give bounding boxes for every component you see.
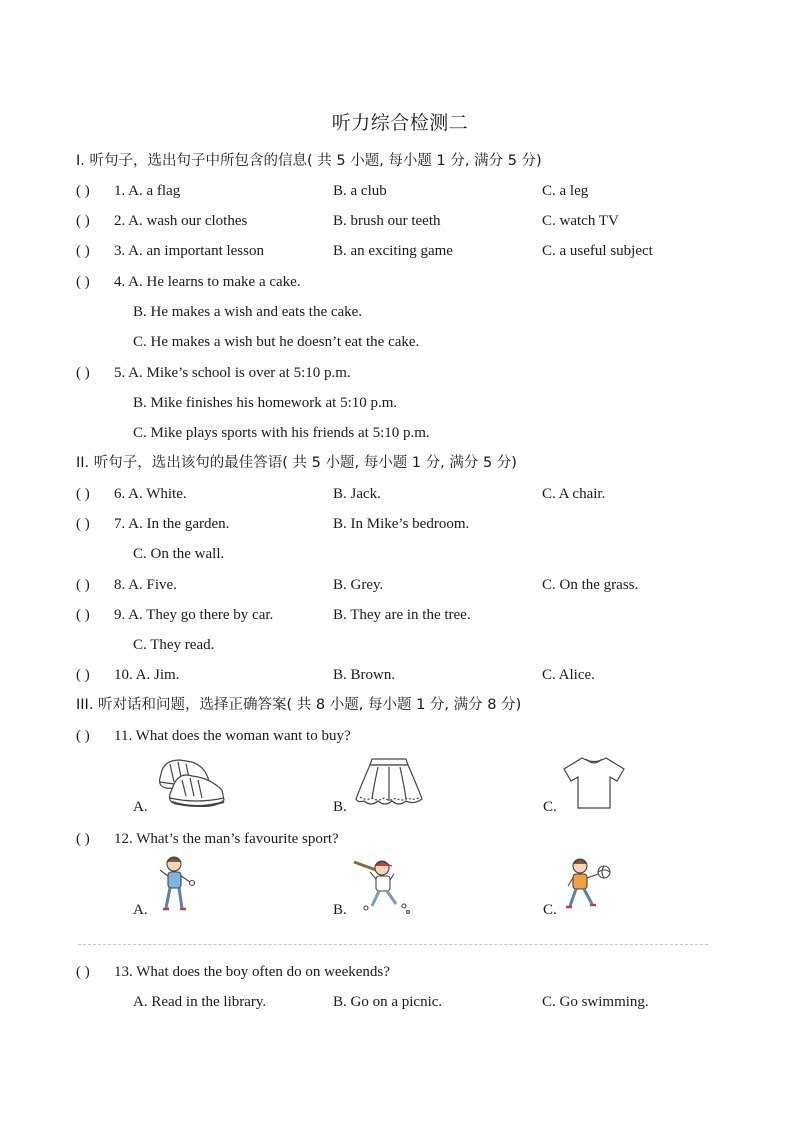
q6-option-a: 6. A. White.: [114, 486, 187, 502]
q9-option-c: C. They read.: [133, 637, 215, 653]
q9-option-a: 9. A. They go there by car.: [114, 607, 274, 623]
question-11: [76, 725, 351, 747]
question-10: [76, 664, 716, 686]
q1-option-a: 1. A. a flag: [114, 183, 181, 199]
q11-option-b: B.: [333, 799, 347, 815]
q10-option-c: C. Alice.: [542, 667, 595, 683]
question-4: [76, 271, 301, 293]
q7-option-c: C. On the wall.: [133, 546, 225, 562]
q12-question: 12. What’s the man’s favourite sport?: [114, 831, 339, 847]
q8-option-b: B. Grey.: [333, 577, 384, 593]
question-13: [76, 961, 390, 983]
answer-paren: ( ) 9. A. They go there by car.: [76, 607, 274, 623]
skirt-icon: [354, 755, 424, 809]
question-5: [76, 362, 351, 384]
q2-option-c: C. watch TV: [542, 213, 619, 229]
q10-option-a: 10. A. Jim.: [114, 667, 180, 683]
q1-option-b: B. a club: [333, 183, 387, 199]
section-3-heading: III. 听对话和问题，选择正确答案( 共 8 小题, 每小题 1 分, 满分 8 分): [76, 697, 522, 713]
q7-option-a: 7. A. In the garden.: [114, 516, 230, 532]
question-6: [76, 483, 716, 505]
answer-paren: ( ): [76, 831, 90, 847]
answer-paren: ( ) 6. A. White.: [76, 486, 187, 502]
question-2: [76, 210, 716, 232]
answer-paren: ( ): [76, 728, 90, 744]
q10-option-b: B. Brown.: [333, 667, 396, 683]
question-8: [76, 574, 716, 596]
baseball-player-icon: [352, 854, 414, 916]
q5-option-a: 5. A. Mike’s school is over at 5:10 p.m.: [114, 365, 351, 381]
q2-option-a: 2. A. wash our clothes: [114, 213, 248, 229]
q6-option-c: C. A chair.: [542, 486, 606, 502]
boy-throwing-icon: [156, 854, 196, 916]
q5-option-c: C. Mike plays sports with his friends at 5:10 p.m.: [133, 425, 430, 441]
answer-paren: ( ) 3. A. an important lesson: [76, 243, 264, 259]
q13-option-c: C. Go swimming.: [542, 994, 649, 1010]
answer-paren: ( ): [76, 365, 90, 381]
question-7: [76, 513, 716, 535]
section-1-heading: I. 听句子，选出句子中所包含的信息( 共 5 小题, 每小题 1 分, 满分 5 分): [76, 153, 542, 169]
answer-paren: ( ) 10. A. Jim.: [76, 667, 180, 683]
q4-option-a: 4. A. He learns to make a cake.: [114, 274, 301, 290]
question-1: [76, 180, 716, 202]
answer-paren: ( ) 2. A. wash our clothes: [76, 213, 248, 229]
q8-option-c: C. On the grass.: [542, 577, 639, 593]
answer-paren: ( ) 8. A. Five.: [76, 577, 177, 593]
q3-option-c: C. a useful subject: [542, 243, 653, 259]
answer-paren: ( ): [76, 964, 90, 980]
q11-question: 11. What does the woman want to buy?: [114, 728, 351, 744]
q13-options: [133, 991, 733, 1013]
question-12: [76, 828, 339, 850]
q3-option-a: 3. A. an important lesson: [114, 243, 264, 259]
q4-option-b: B. He makes a wish and eats the cake.: [133, 304, 363, 320]
volleyball-player-icon: [562, 854, 612, 916]
q12-option-b: B.: [333, 902, 347, 918]
q7-option-b: B. In Mike’s bedroom.: [333, 516, 470, 532]
q12-option-c: C.: [543, 902, 557, 918]
q1-option-c: C. a leg: [542, 183, 589, 199]
q11-option-c: C.: [543, 799, 557, 815]
q13-question: 13. What does the boy often do on weekends?: [114, 964, 390, 980]
sneakers-icon: [152, 752, 228, 812]
page-divider: [78, 944, 708, 945]
q2-option-b: B. brush our teeth: [333, 213, 441, 229]
q13-option-a: A. Read in the library.: [133, 994, 267, 1010]
q8-option-a: 8. A. Five.: [114, 577, 177, 593]
q3-option-b: B. an exciting game: [333, 243, 453, 259]
tshirt-icon: [562, 755, 626, 811]
answer-paren: ( ): [76, 274, 90, 290]
q9-option-b: B. They are in the tree.: [333, 607, 471, 623]
q12-option-a: A.: [133, 902, 148, 918]
question-3: [76, 240, 716, 262]
answer-paren: ( ) 1. A. a flag: [76, 183, 181, 199]
answer-paren: ( ) 7. A. In the garden.: [76, 516, 230, 532]
q4-option-c: C. He makes a wish but he doesn’t eat the cake.: [133, 334, 420, 350]
question-9: [76, 604, 716, 626]
section-2-heading: II. 听句子，选出该句的最佳答语( 共 5 小题, 每小题 1 分, 满分 5 分): [76, 455, 517, 471]
q6-option-b: B. Jack.: [333, 486, 381, 502]
q13-option-b: B. Go on a picnic.: [333, 994, 443, 1010]
q5-option-b: B. Mike finishes his homework at 5:10 p.m.: [133, 395, 398, 411]
q11-option-a: A.: [133, 799, 148, 815]
page-title: 听力综合检测二: [331, 112, 469, 134]
